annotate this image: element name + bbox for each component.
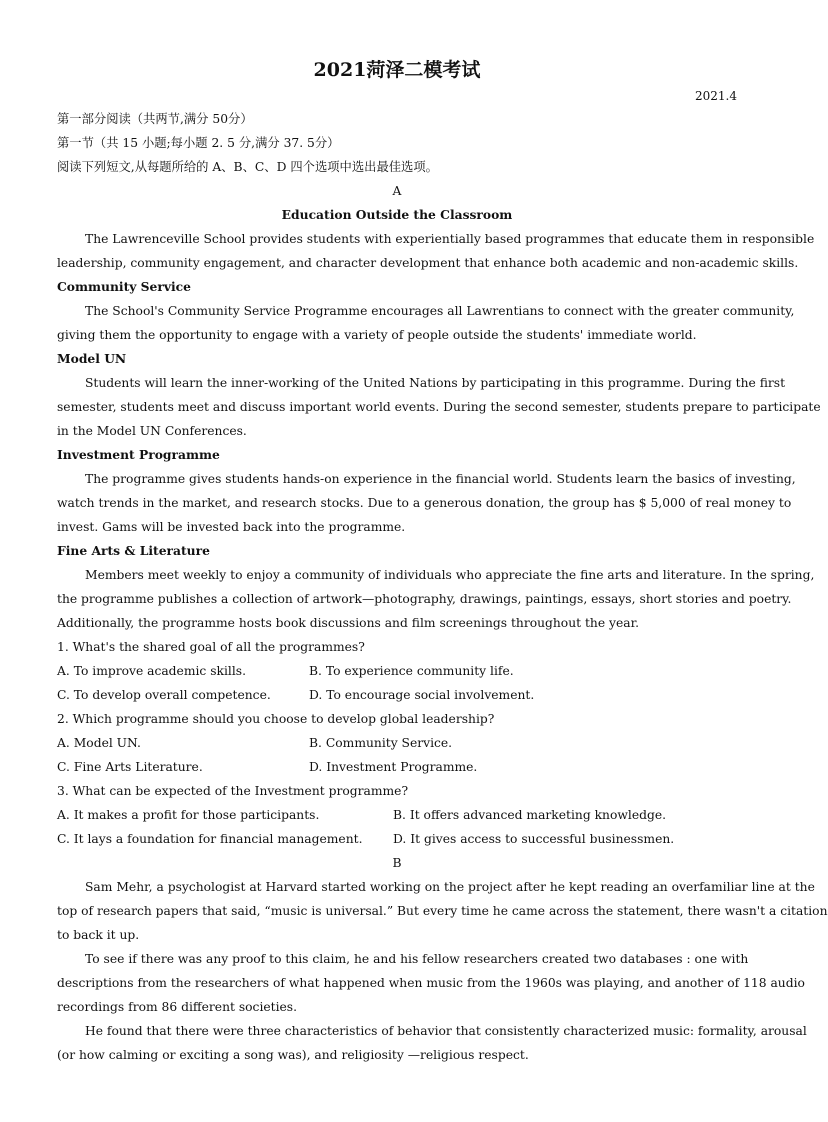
passage-line: giving them the opportunity to engage with a variety of people outside the students' immediate world. bbox=[57, 328, 697, 342]
section-heading: Investment Programme bbox=[57, 447, 220, 462]
exam-date: 2021.4 bbox=[695, 89, 737, 103]
instruction-line: 第一部分阅读（共两节,满分 50分） bbox=[57, 112, 253, 126]
passage-a-title: Education Outside the Classroom bbox=[281, 207, 513, 222]
passage-line: top of research papers that said, “music is universal.” But every time he came across the statement, there wasn't a citation bbox=[57, 904, 828, 918]
passage-line: Members meet weekly to enjoy a community of individuals who appreciate the fine arts and literature. In the spring, bbox=[85, 568, 815, 582]
option-b: B. It offers advanced marketing knowledge. bbox=[393, 808, 667, 822]
question-stem: 2. Which programme should you choose to develop global leadership? bbox=[57, 712, 495, 726]
passage-line: Sam Mehr, a psychologist at Harvard started working on the project after he kept reading an overfamiliar line at the bbox=[85, 880, 815, 894]
instruction-line: 第一节（共 15 小题;每小题 2. 5 分,满分 37. 5分） bbox=[57, 136, 340, 150]
option-c: C. Fine Arts Literature. bbox=[57, 760, 203, 774]
instruction-line: 阅读下列短文,从每题所给的 A、B、C、D 四个选项中选出最佳选项。 bbox=[57, 160, 438, 174]
passage-line: the programme publishes a collection of artwork—photography, drawings, paintings, essays, short stories and poetry. bbox=[57, 592, 792, 606]
passage-line: Additionally, the programme hosts book discussions and film screenings throughout the year. bbox=[57, 616, 640, 630]
passage-line: descriptions from the researchers of what happened when music from the 1960s was playing, and another of 118 audio bbox=[57, 976, 805, 990]
passage-line: The School's Community Service Programme encourages all Lawrentians to connect with the greater community, bbox=[85, 304, 795, 318]
option-a: A. Model UN. bbox=[57, 736, 141, 750]
exam-title: 2021菏泽二模考试 bbox=[313, 59, 481, 81]
question-stem: 1. What's the shared goal of all the programmes? bbox=[57, 640, 365, 654]
passage-line: to back it up. bbox=[57, 928, 140, 942]
passage-line: leadership, community engagement, and character development that enhance both academic and non-academic skills. bbox=[57, 256, 799, 270]
passage-line: The Lawrenceville School provides students with experientially based programmes that educate them in responsible bbox=[85, 232, 815, 246]
question-stem: 3. What can be expected of the Investment programme? bbox=[57, 784, 409, 798]
option-c: C. It lays a foundation for financial management. bbox=[57, 832, 363, 846]
section-heading: Fine Arts & Literature bbox=[57, 543, 210, 558]
passage-line: (or how calming or exciting a song was), and religiosity —religious respect. bbox=[57, 1048, 529, 1062]
passage-line: semester, students meet and discuss important world events. During the second semester, students prepare to participate bbox=[57, 400, 821, 414]
option-b: B. Community Service. bbox=[309, 736, 453, 750]
option-d: D. To encourage social involvement. bbox=[309, 688, 535, 702]
option-c: C. To develop overall competence. bbox=[57, 688, 271, 702]
passage-line: Students will learn the inner-working of the United Nations by participating in this programme. During the first bbox=[85, 376, 786, 390]
option-d: D. It gives access to successful businessmen. bbox=[393, 832, 675, 846]
option-b: B. To experience community life. bbox=[309, 664, 514, 678]
passage-line: recordings from 86 different societies. bbox=[57, 1000, 298, 1014]
option-d: D. Investment Programme. bbox=[309, 760, 478, 774]
passage-line: He found that there were three characteristics of behavior that consistently characterized music: formality, arousal bbox=[85, 1024, 807, 1038]
passage-line: watch trends in the market, and research stocks. Due to a generous donation, the group has $ 5,000 of real money to bbox=[57, 496, 792, 510]
passage-line: The programme gives students hands-on experience in the financial world. Students learn the basics of investing, bbox=[85, 472, 796, 486]
option-a: A. It makes a profit for those participants. bbox=[57, 808, 320, 822]
option-a: A. To improve academic skills. bbox=[57, 664, 247, 678]
passage-b-letter: B bbox=[392, 856, 402, 870]
section-heading: Model UN bbox=[57, 351, 127, 366]
passage-line: in the Model UN Conferences. bbox=[57, 424, 247, 438]
section-heading: Community Service bbox=[57, 279, 191, 294]
passage-line: invest. Gams will be invested back into the programme. bbox=[57, 520, 406, 534]
passage-a-letter: A bbox=[392, 184, 402, 198]
passage-line: To see if there was any proof to this claim, he and his fellow researchers created two databases : one with bbox=[85, 952, 749, 966]
